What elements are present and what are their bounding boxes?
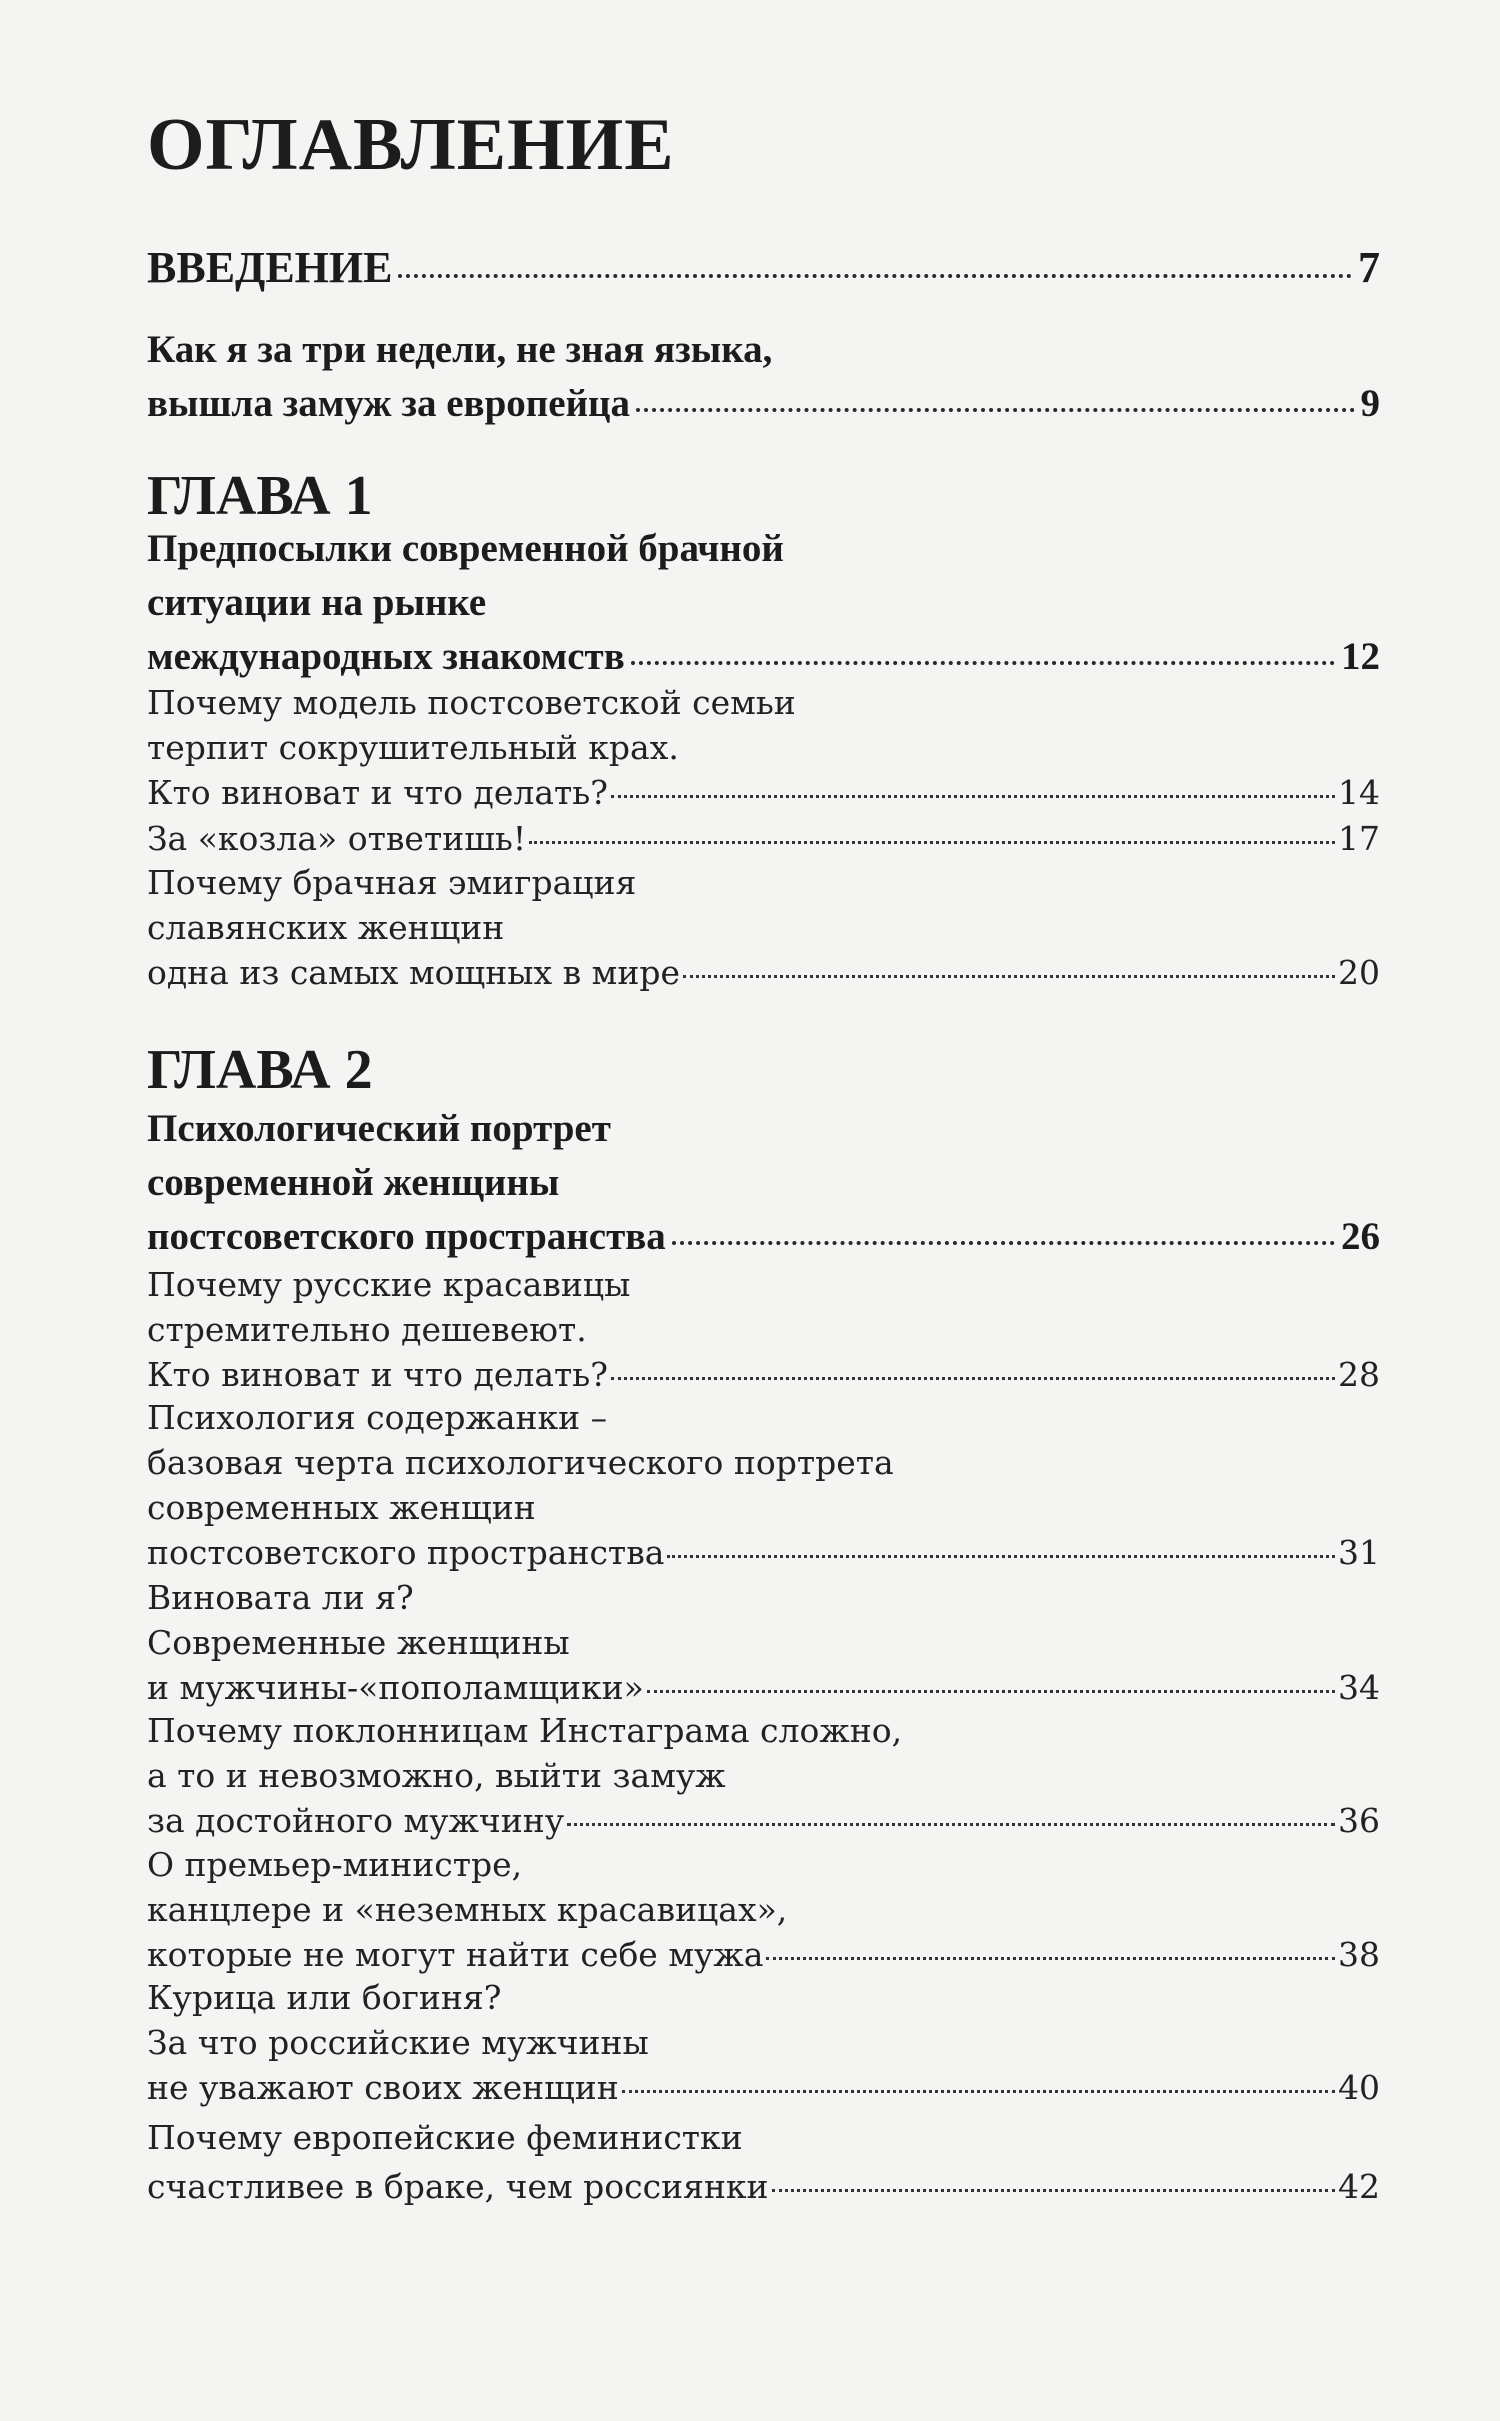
toc-entry[interactable]: [147, 816, 1380, 861]
dot-leader: [772, 2189, 1335, 2192]
entry-title-line: счастливее в браке, чем россиянки: [147, 2167, 769, 2206]
toc-entry[interactable]: [147, 2112, 1380, 2209]
page-number: 28: [1338, 1355, 1380, 1394]
entry-title-line: славянских женщин: [147, 908, 505, 947]
entry-title-line: Почему брачная эмиграция: [147, 863, 637, 902]
entry-title-line: ВВЕДЕНИЕ: [147, 243, 393, 292]
page-number: 42: [1338, 2167, 1380, 2206]
entry-title-line: стремительно дешевеют.: [147, 1310, 587, 1349]
page-number: 7: [1358, 243, 1380, 292]
dot-leader: [766, 1957, 1335, 1960]
entry-title-line: за достойного мужчину: [147, 1801, 565, 1840]
toc-entry[interactable]: [147, 1575, 1380, 1710]
dot-leader: [683, 975, 1335, 978]
page-number: 36: [1338, 1801, 1380, 1840]
dot-leader: [622, 2090, 1335, 2093]
dot-leader: [636, 408, 1354, 412]
dot-leader: [667, 1555, 1335, 1558]
toc-entry[interactable]: [147, 1842, 1380, 1977]
dot-leader: [672, 1241, 1335, 1245]
page-number: 20: [1338, 953, 1380, 992]
entry-title-line: а то и невозможно, выйти замуж: [147, 1756, 726, 1795]
entry-title-line: Как я за три недели, не зная языка,: [147, 328, 773, 371]
entry-title-line: которые не могут найти себе мужа: [147, 1935, 764, 1974]
chapter-2-heading: ГЛАВА 2: [147, 1039, 373, 1101]
entry-title-line: терпит сокрушительный крах.: [147, 728, 679, 767]
entry-title-line: Виновата ли я?: [147, 1578, 414, 1617]
page-number: 14: [1338, 773, 1380, 812]
entry-title-line: канцлере и «неземных красавицах»,: [147, 1890, 788, 1929]
toc-entry-intro[interactable]: [147, 238, 1380, 298]
page-number: 40: [1338, 2068, 1380, 2107]
entry-title-line: Почему модель постсоветской семьи: [147, 683, 796, 722]
dot-leader: [398, 274, 1352, 278]
entry-title-line: современной женщины: [147, 1161, 560, 1204]
entry-title-line: Почему поклонницам Инстаграма сложно,: [147, 1711, 903, 1750]
chapter-1-heading: ГЛАВА 1: [147, 465, 373, 527]
entry-title-line: и мужчины-«пополамщики»: [147, 1668, 644, 1707]
entry-title-line: Курица или богиня?: [147, 1978, 502, 2017]
entry-title-line: вышла замуж за европейца: [147, 382, 631, 425]
page-number: 9: [1360, 382, 1380, 425]
entry-title-line: международных знакомств: [147, 635, 625, 678]
toc-entry[interactable]: [147, 1395, 1380, 1575]
entry-title-line: не уважают своих женщин: [147, 2068, 619, 2107]
page-number: 12: [1341, 635, 1380, 678]
page-number: 17: [1338, 819, 1380, 858]
toc-entry[interactable]: [147, 1975, 1380, 2110]
toc-entry[interactable]: [147, 1262, 1380, 1397]
page-number: 31: [1338, 1533, 1380, 1572]
entry-title-line: ситуации на рынке: [147, 581, 487, 624]
entry-title-line: одна из самых мощных в мире: [147, 953, 680, 992]
dot-leader: [567, 1823, 1335, 1826]
entry-title-line: постсоветского пространства: [147, 1215, 666, 1258]
entry-title-line: Почему русские красавицы: [147, 1265, 631, 1304]
dot-leader: [529, 841, 1335, 844]
entry-title-line: Психологический портрет: [147, 1107, 611, 1150]
toc-entry[interactable]: [147, 860, 1380, 995]
dot-leader: [611, 1377, 1335, 1380]
entry-title-line: За что российские мужчины: [147, 2023, 649, 2062]
toc-title: ОГЛАВЛЕНИЕ: [147, 104, 675, 186]
page-number: 38: [1338, 1935, 1380, 1974]
toc-entry[interactable]: [147, 680, 1380, 815]
dot-leader: [631, 661, 1335, 665]
entry-title-line: О премьер-министре,: [147, 1845, 523, 1884]
page-number: 26: [1341, 1215, 1380, 1258]
entry-title-line: базовая черта психологического портрета: [147, 1443, 894, 1482]
entry-title-line: Современные женщины: [147, 1623, 570, 1662]
dot-leader: [647, 1690, 1335, 1693]
toc-entry-chapter-2-main[interactable]: [147, 1102, 1380, 1264]
page-number: 34: [1338, 1668, 1380, 1707]
dot-leader: [611, 795, 1335, 798]
entry-title-line: Предпосылки современной брачной: [147, 527, 784, 570]
entry-title-line: современных женщин: [147, 1488, 536, 1527]
entry-title-line: постсоветского пространства: [147, 1533, 665, 1572]
toc-entry-story[interactable]: [147, 323, 1380, 431]
entry-title-line: За «козла» ответишь!: [147, 819, 527, 858]
toc-entry[interactable]: [147, 1708, 1380, 1843]
entry-title-line: Кто виноват и что делать?: [147, 773, 608, 812]
entry-title-line: Почему европейские феминистки: [147, 2118, 743, 2157]
toc-entry-chapter-1-main[interactable]: [147, 522, 1380, 684]
entry-title-line: Психология содержанки –: [147, 1398, 608, 1437]
entry-title-line: Кто виноват и что делать?: [147, 1355, 608, 1394]
